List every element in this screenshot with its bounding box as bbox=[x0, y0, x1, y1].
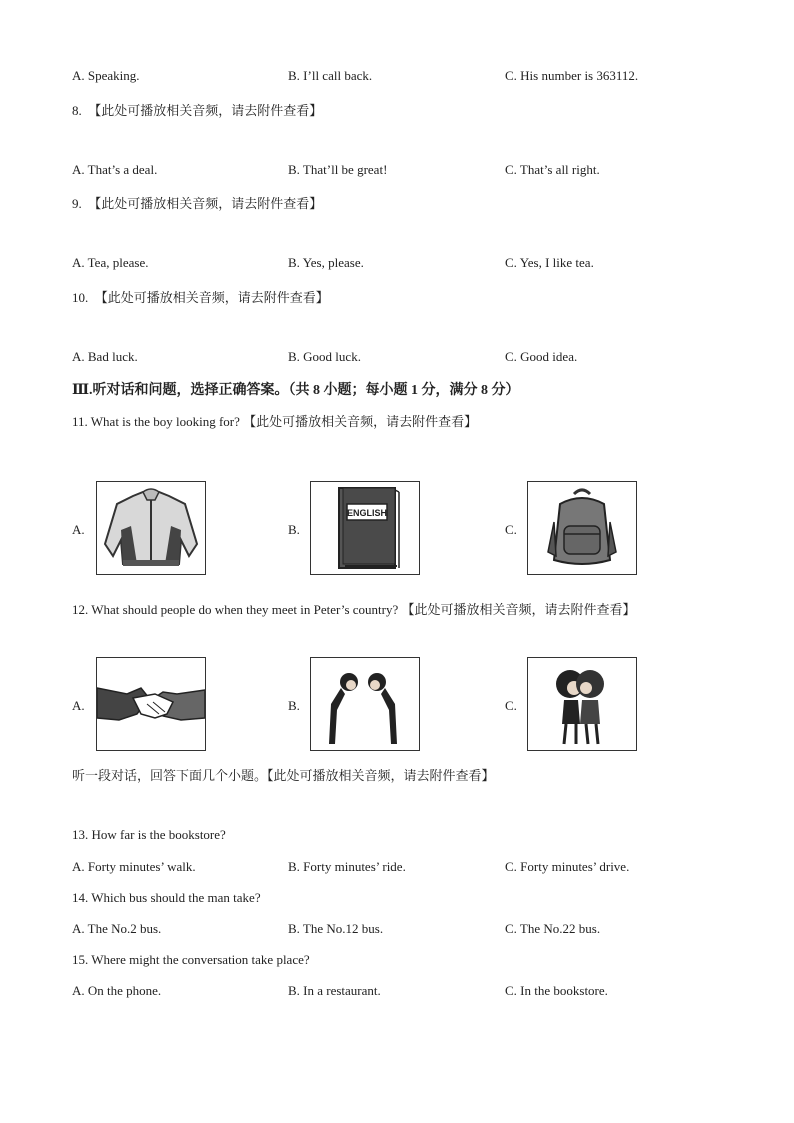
q15-option-c: C. In the bookstore. bbox=[505, 983, 608, 998]
q10-option-a: A. Bad luck. bbox=[72, 349, 138, 364]
kissing-people-icon bbox=[527, 657, 637, 751]
q13-option-a: A. Forty minutes’ walk. bbox=[72, 859, 196, 874]
q15-option-b: B. In a restaurant. bbox=[288, 983, 381, 998]
jacket-icon bbox=[96, 481, 206, 575]
q11-stem: 11. What is the boy looking for? 【此处可播放相关音频，请去附件查看】 bbox=[72, 414, 478, 429]
english-book-icon bbox=[310, 481, 420, 575]
q9-stem: 9. 【此处可播放相关音频，请去附件查看】 bbox=[72, 196, 323, 211]
q14-option-b: B. The No.12 bus. bbox=[288, 921, 384, 936]
q15-stem: 15. Where might the conversation take place? bbox=[72, 952, 310, 967]
q12-label-b: B. bbox=[288, 698, 300, 713]
q14-option-c: C. The No.22 bus. bbox=[505, 921, 601, 936]
bowing-people-icon bbox=[310, 657, 420, 751]
q8-stem: 8. 【此处可播放相关音频，请去附件查看】 bbox=[72, 103, 323, 118]
q9-option-b: B. Yes, please. bbox=[288, 255, 364, 270]
q10-stem: 10. 【此处可播放相关音频，请去附件查看】 bbox=[72, 290, 329, 305]
q11-label-a: A. bbox=[72, 522, 85, 537]
q12-label-c: C. bbox=[505, 698, 517, 713]
q11-label-b: B. bbox=[288, 522, 300, 537]
q14-option-a: A. The No.2 bus. bbox=[72, 921, 162, 936]
book-title-text: ENGLISH bbox=[346, 508, 388, 518]
q14-stem: 14. Which bus should the man take? bbox=[72, 890, 261, 905]
q11-label-c: C. bbox=[505, 522, 517, 537]
q9-option-c: C. Yes, I like tea. bbox=[505, 255, 594, 270]
q13-option-b: B. Forty minutes’ ride. bbox=[288, 859, 406, 874]
q13-option-c: C. Forty minutes’ drive. bbox=[505, 859, 630, 874]
q9-option-a: A. Tea, please. bbox=[72, 255, 149, 270]
q10-option-b: B. Good luck. bbox=[288, 349, 361, 364]
q13-stem: 13. How far is the bookstore? bbox=[72, 827, 226, 842]
q10-option-c: C. Good idea. bbox=[505, 349, 578, 364]
dialogue-intro: 听一段对话，回答下面几个小题。【此处可播放相关音频，请去附件查看】 bbox=[72, 768, 495, 783]
q12-label-a: A. bbox=[72, 698, 85, 713]
q7-option-a: A. Speaking. bbox=[72, 68, 140, 83]
q15-option-a: A. On the phone. bbox=[72, 983, 162, 998]
backpack-icon bbox=[527, 481, 637, 575]
q8-option-a: A. That’s a deal. bbox=[72, 162, 158, 177]
q8-option-c: C. That’s all right. bbox=[505, 162, 600, 177]
section-3-title: Ⅲ.听对话和问题，选择正确答案。（共 8 小题；每小题 1 分，满分 8 分） bbox=[72, 383, 520, 398]
handshake-icon bbox=[96, 657, 206, 751]
q7-option-c: C. His number is 363112. bbox=[505, 68, 639, 83]
q7-option-b: B. I’ll call back. bbox=[288, 68, 373, 83]
q12-stem: 12. What should people do when they meet in Peter’s country? 【此处可播放相关音频，请去附件查看】 bbox=[72, 602, 636, 617]
q8-option-b: B. That’ll be great! bbox=[288, 162, 388, 177]
